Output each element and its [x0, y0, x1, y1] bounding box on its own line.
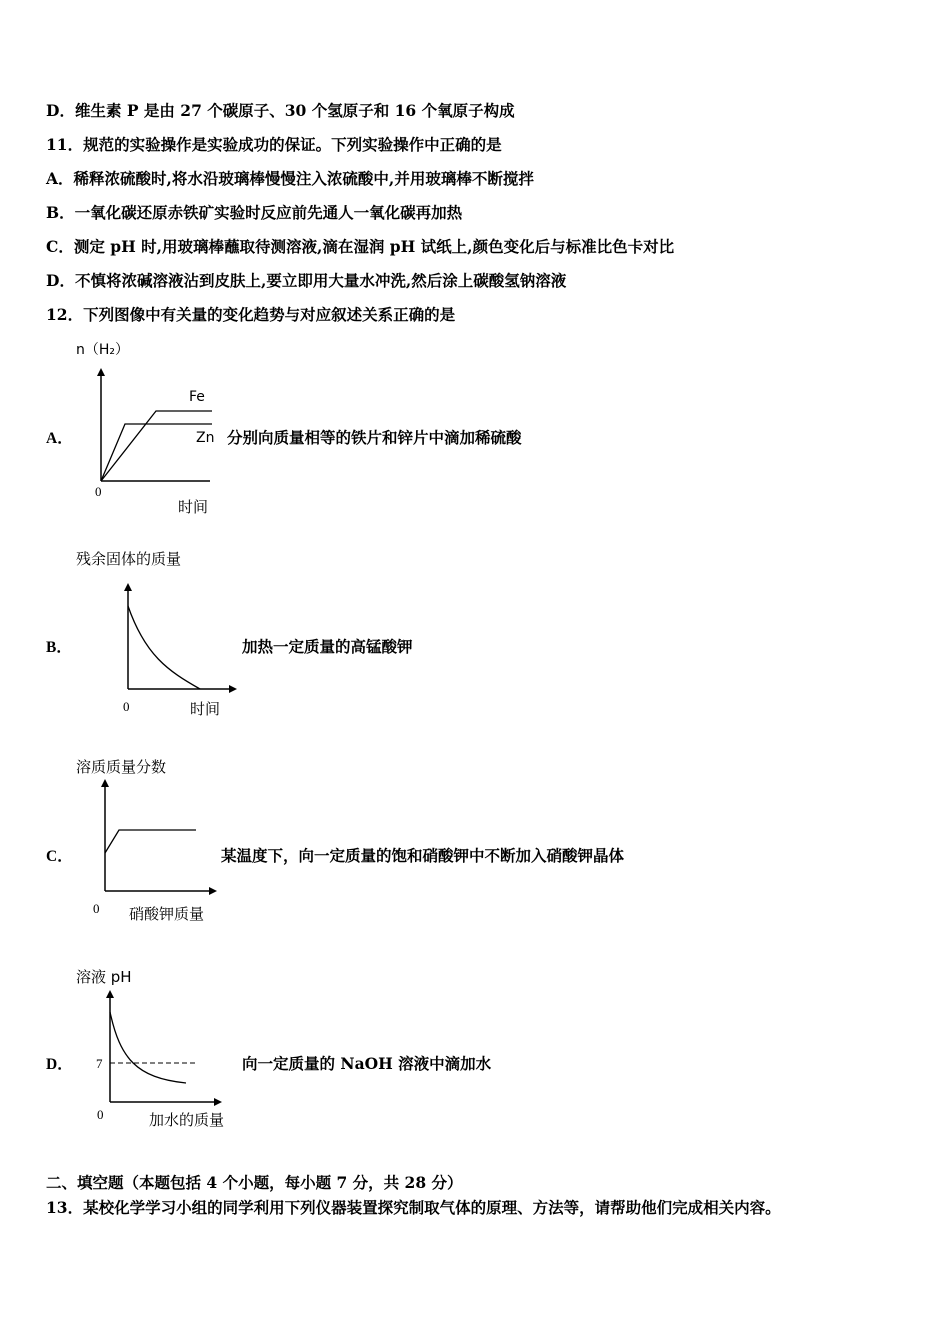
- graph-b-x-axis-label: 时间: [190, 700, 221, 718]
- q11-option-b: B．一氧化碳还原赤铁矿实验时反应前先通人一氧化碳再加热: [46, 203, 463, 222]
- graph-c-line: [105, 830, 196, 853]
- q12-graph-b: [70, 545, 245, 725]
- graph-a-x-axis-label: 时间: [178, 498, 209, 516]
- q10-option-d: D．维生素 P 是由 27 个碳原子、30 个氢原子和 16 个氧原子构成: [46, 101, 515, 120]
- graph-a-fe-line: [101, 411, 215, 481]
- graph-c-y-axis-label: 溶质质量分数: [76, 758, 167, 776]
- graph-b-curve: [128, 606, 200, 689]
- q12-graph-c: [70, 753, 230, 933]
- graph-d-y-axis-label: 溶液 pH: [76, 968, 132, 986]
- section-heading: 二、填空题（本题包括 4 个小题，每小题 7 分，共 28 分）: [46, 1173, 463, 1192]
- q12-option-b-description: 加热一定质量的高锰酸钾: [242, 637, 413, 656]
- graph-d-ph7-label: 7: [96, 1056, 103, 1071]
- q12-stem: 12．下列图像中有关量的变化趋势与对应叙述关系正确的是: [46, 305, 456, 324]
- graph-a-y-axis-label: n（H₂）: [76, 342, 130, 358]
- q11-option-c: C．测定 pH 时,用玻璃棒蘸取待测溶液,滴在湿润 pH 试纸上,颜色变化后与标准比色卡对比: [46, 237, 675, 256]
- q12-graph-a: [70, 338, 230, 518]
- q13-stem: 13．某校化学学习小组的同学利用下列仪器装置探究制取气体的原理、方法等，请帮助他们完成相关内容。: [46, 1198, 781, 1217]
- q12-option-b-label: B．: [46, 639, 72, 656]
- graph-c-x-axis-label: 硝酸钾质量: [129, 905, 205, 923]
- graph-c-origin: 0: [93, 901, 100, 916]
- q12-option-d-label: D．: [46, 1056, 73, 1073]
- q12-option-a-description: 分别向质量相等的铁片和锌片中滴加稀硫酸: [227, 428, 522, 447]
- q11-option-a: A．稀释浓硫酸时,将水沿玻璃棒慢慢注入浓硫酸中,并用玻璃棒不断搅拌: [46, 169, 534, 188]
- q12-option-c-description: 某温度下，向一定质量的饱和硝酸钾中不断加入硝酸钾晶体: [221, 846, 625, 865]
- graph-a-series-fe: Fe: [189, 389, 205, 405]
- graph-d-x-axis-label: 加水的质量: [149, 1111, 225, 1129]
- graph-b-y-axis-label: 残余固体的质量: [76, 550, 182, 568]
- q11-option-d: D．不慎将浓碱溶液沾到皮肤上,要立即用大量水冲洗,然后涂上碳酸氢钠溶液: [46, 271, 567, 290]
- q12-option-d-description: 向一定质量的 NaOH 溶液中滴加水: [242, 1054, 492, 1073]
- graph-b-origin: 0: [123, 699, 130, 714]
- q11-stem: 11．规范的实验操作是实验成功的保证。下列实验操作中正确的是: [46, 135, 502, 154]
- graph-a-origin: 0: [95, 484, 102, 499]
- graph-d-curve: [110, 1012, 186, 1083]
- graph-a-series-zn: Zn: [196, 430, 215, 446]
- graph-d-origin: 0: [97, 1107, 104, 1122]
- q12-graph-d: [70, 962, 245, 1142]
- q12-option-a-label: A．: [46, 430, 73, 447]
- q12-option-c-label: C．: [46, 848, 73, 865]
